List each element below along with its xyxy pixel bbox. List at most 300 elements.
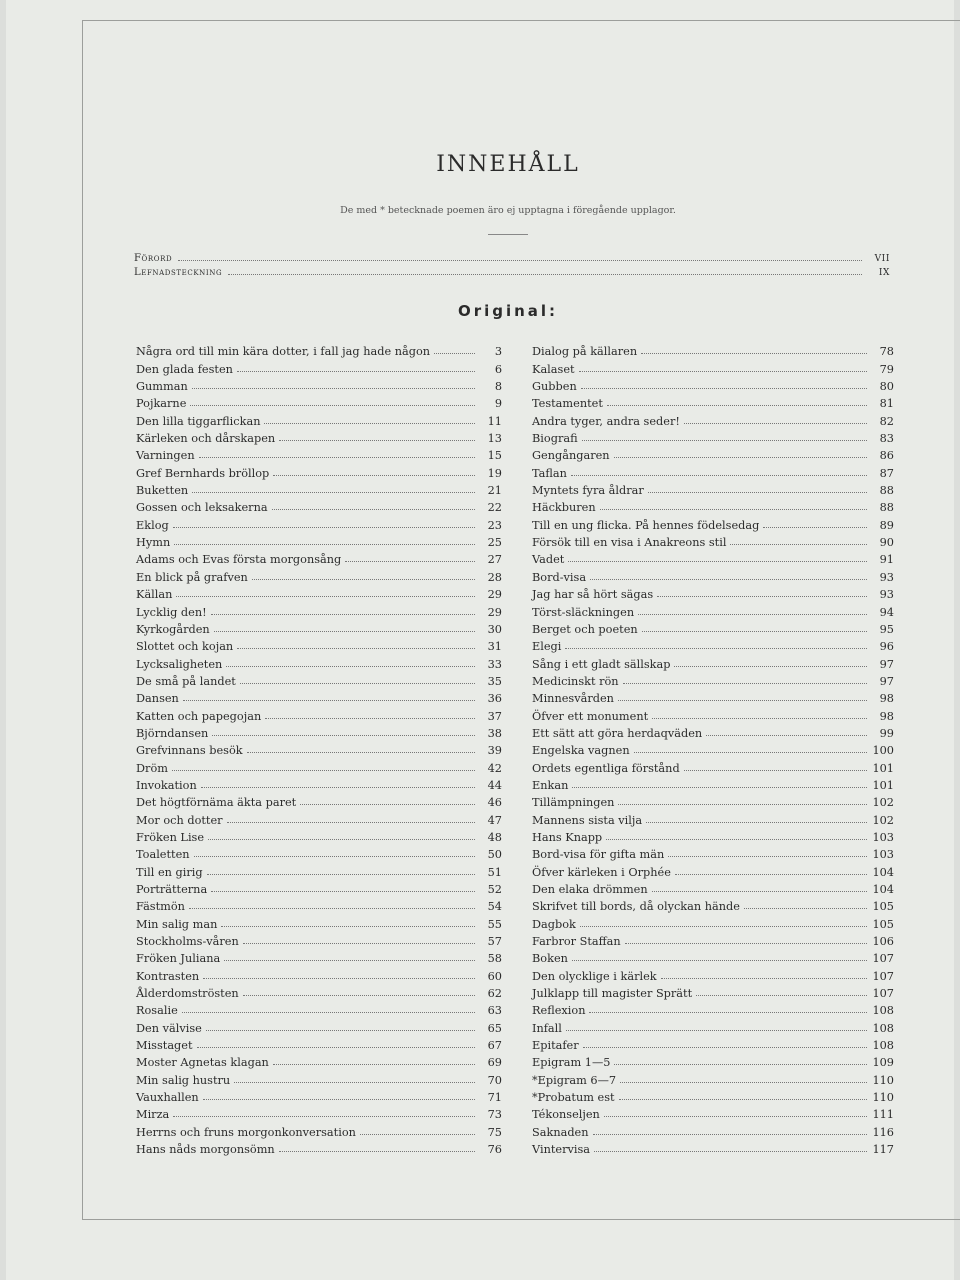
leader-dots [199, 457, 475, 458]
toc-entry [532, 948, 894, 965]
leader-dots [345, 561, 475, 562]
leader-dots [619, 1099, 867, 1100]
prelim-title: Lefnadsteckning [134, 267, 223, 278]
entry-page-number: 62 [487, 987, 502, 1001]
leader-dots [197, 1047, 475, 1048]
leader-dots [620, 1082, 867, 1083]
leader-dots [264, 423, 475, 424]
leader-dots [189, 908, 475, 909]
leader-dots [240, 683, 475, 684]
leader-dots [589, 1012, 867, 1013]
entry-page-number: 108 [872, 1004, 894, 1018]
leader-dots [579, 371, 867, 372]
entry-title: Mannens sista vilja [532, 813, 643, 827]
entry-title: Den välvise [136, 1021, 202, 1035]
entry-title: Min salig man [136, 917, 218, 931]
entry-page-number: 15 [487, 449, 502, 463]
entry-title: Kontrasten [136, 969, 200, 983]
entry-page-number: 27 [487, 553, 502, 567]
entry-page-number: 67 [487, 1039, 502, 1053]
entry-page-number: 88 [879, 484, 894, 498]
entry-page-number: 29 [487, 588, 502, 602]
entry-page-number: 98 [879, 709, 894, 723]
entry-page-number: 36 [487, 692, 502, 706]
leader-dots [234, 1082, 475, 1083]
toc-entry [532, 376, 894, 393]
leader-dots [730, 544, 867, 545]
entry-title: Försök till en visa i Anakreons stil [532, 536, 727, 550]
toc-entry [532, 879, 894, 896]
leader-dots [618, 700, 867, 701]
toc-entry [136, 462, 502, 479]
toc-entry [136, 653, 502, 670]
toc-entry [532, 549, 894, 566]
toc-entry [532, 480, 894, 497]
prelim-page: VII [874, 254, 890, 264]
toc-entry [136, 532, 502, 549]
leader-dots [192, 388, 475, 389]
entry-page-number: 76 [487, 1143, 502, 1157]
leader-dots [279, 1151, 475, 1152]
toc-entry [532, 619, 894, 636]
leader-dots [606, 839, 867, 840]
leader-dots [581, 388, 867, 389]
toc-entry [532, 341, 894, 358]
toc-entry [136, 913, 502, 930]
leader-dots [583, 1047, 867, 1048]
leader-dots [566, 1030, 867, 1031]
toc-entry [532, 1017, 894, 1034]
entry-page-number: 23 [487, 518, 502, 532]
entry-page-number: 82 [879, 414, 894, 428]
toc-entry [136, 497, 502, 514]
entry-title: Min salig hustru [136, 1073, 231, 1087]
leader-dots [206, 1030, 475, 1031]
leader-dots [360, 1134, 475, 1135]
entry-title: Julklapp till magister Sprätt [532, 987, 693, 1001]
entry-page-number: 117 [872, 1143, 894, 1157]
leader-dots [226, 666, 475, 667]
page-title: INNEHÅLL [436, 152, 580, 177]
leader-dots [594, 1151, 867, 1152]
entry-page-number: 99 [879, 726, 894, 740]
toc-entry [532, 445, 894, 462]
toc-entry [532, 1087, 894, 1104]
toc-entry [532, 861, 894, 878]
entry-page-number: 106 [872, 935, 894, 949]
leader-dots [668, 856, 867, 857]
entry-title: Fästmön [136, 900, 185, 914]
entry-title: Buketten [136, 484, 189, 498]
leader-dots [614, 457, 867, 458]
toc-left-column [136, 341, 502, 1156]
entry-title: Grefvinnans besök [136, 744, 243, 758]
entry-title: Törst-släckningen [532, 605, 635, 619]
leader-dots [273, 1064, 475, 1065]
toc-entry [136, 809, 502, 826]
entry-title: Infall [532, 1021, 562, 1035]
leader-dots [172, 770, 475, 771]
leader-dots [568, 561, 867, 562]
entry-title: Den lilla tiggarflickan [136, 414, 261, 428]
entry-title: Dansen [136, 692, 179, 706]
entry-page-number: 11 [487, 414, 502, 428]
entry-page-number: 105 [872, 900, 894, 914]
entry-title: Den olycklige i kärlek [532, 969, 657, 983]
toc-entry [136, 1035, 502, 1052]
leader-dots [706, 735, 867, 736]
toc-entry [532, 514, 894, 531]
toc-entry [136, 428, 502, 445]
entry-title: Sång i ett gladt sällskap [532, 657, 671, 671]
toc-entry [136, 965, 502, 982]
entry-page-number: 52 [487, 883, 502, 896]
leader-dots [565, 648, 867, 649]
entry-title: Gubben [532, 380, 577, 394]
entry-title: Eklog [136, 518, 169, 532]
entry-title: Mor och dotter [136, 813, 223, 827]
leader-dots [243, 995, 475, 996]
entry-page-number: 25 [487, 536, 502, 550]
leader-dots [221, 926, 475, 927]
toc-entry [532, 723, 894, 740]
entry-page-number: 80 [879, 380, 894, 394]
entry-title: Biografi [532, 432, 578, 446]
toc-entry [532, 931, 894, 948]
toc-entry [136, 879, 502, 896]
toc-entry [136, 445, 502, 462]
entry-page-number: 104 [872, 865, 894, 879]
entry-title: Bord-visa för gifta män [532, 848, 665, 862]
toc-entry [136, 358, 502, 375]
leader-dots [192, 492, 475, 493]
toc-entry [136, 723, 502, 740]
leader-dots [600, 509, 867, 510]
entry-page-number: 103 [872, 830, 894, 844]
entry-page-number: 91 [879, 553, 894, 567]
toc-entry [532, 532, 894, 549]
entry-page-number: 79 [879, 362, 894, 376]
toc-entry [532, 705, 894, 722]
leader-dots [684, 770, 867, 771]
toc-entry [136, 1017, 502, 1034]
entry-title: Elegi [532, 640, 562, 654]
entry-page-number: 29 [487, 605, 502, 619]
entry-title: Den elaka drömmen [532, 883, 648, 896]
entry-page-number: 8 [494, 380, 502, 394]
leader-dots [618, 804, 867, 805]
entry-title: Några ord till min kära dotter, i fall jag hade någon [136, 345, 431, 359]
entry-title: Dagbok [532, 917, 576, 931]
toc-right-column [532, 341, 894, 1156]
toc-entry [532, 428, 894, 445]
entry-title: Katten och papegojan [136, 709, 262, 723]
entry-page-number: 48 [487, 830, 502, 844]
entry-page-number: 104 [872, 883, 894, 896]
leader-dots [648, 492, 867, 493]
entry-title: Hymn [136, 536, 171, 550]
toc-entry [136, 775, 502, 792]
entry-title: Tékonseljen [532, 1108, 600, 1122]
leader-dots [265, 718, 475, 719]
leader-dots [434, 353, 475, 354]
entry-title: Fröken Juliana [136, 952, 221, 966]
leader-dots [625, 943, 867, 944]
toc-entry [136, 861, 502, 878]
toc-entry [136, 1087, 502, 1104]
leader-dots [642, 631, 867, 632]
leader-dots [174, 544, 475, 545]
entry-page-number: 33 [487, 657, 502, 671]
entry-page-number: 50 [487, 848, 502, 862]
entry-page-number: 86 [879, 449, 894, 463]
section-heading: Original: [457, 302, 559, 320]
toc-entry [136, 376, 502, 393]
entry-title: De små på landet [136, 674, 236, 688]
entry-title: Källan [136, 588, 173, 602]
toc-entry [136, 480, 502, 497]
entry-title: Skrifvet till bords, då olyckan hände [532, 900, 740, 914]
toc-entry [136, 410, 502, 427]
entry-title: Lycksaligheten [136, 657, 223, 671]
toc-entry [532, 1139, 894, 1156]
entry-title: Enkan [532, 778, 569, 792]
leader-dots [593, 1134, 867, 1135]
toc-entry [136, 671, 502, 688]
entry-page-number: 47 [487, 813, 502, 827]
toc-entry [136, 393, 502, 410]
toc-entry [136, 792, 502, 809]
toc-entry [532, 1035, 894, 1052]
entry-page-number: 107 [872, 969, 894, 983]
entry-title: Medicinskt rön [532, 674, 619, 688]
entry-page-number: 51 [487, 865, 502, 879]
leader-dots [224, 960, 475, 961]
entry-page-number: 73 [487, 1108, 502, 1122]
entry-page-number: 39 [487, 744, 502, 758]
leader-dots [580, 926, 867, 927]
entry-title: Lycklig den! [136, 605, 207, 619]
leader-dots [646, 822, 867, 823]
entry-title: Misstaget [136, 1039, 193, 1053]
entry-page-number: 95 [879, 622, 894, 636]
leader-dots [243, 943, 475, 944]
toc-entry [136, 566, 502, 583]
entry-title: Stockholms-våren [136, 935, 239, 949]
toc-entry [532, 844, 894, 861]
leader-dots [273, 475, 475, 476]
toc-entry [136, 1139, 502, 1156]
toc-entry [532, 601, 894, 618]
toc-entry [136, 948, 502, 965]
entry-page-number: 19 [487, 466, 502, 480]
leader-dots [582, 440, 867, 441]
entry-title: Vauxhallen [136, 1091, 199, 1105]
toc-entry [532, 896, 894, 913]
entry-title: Bord-visa [532, 570, 587, 584]
entry-title: Berget och poeten [532, 622, 638, 636]
entry-page-number: 21 [487, 484, 502, 498]
leader-dots [638, 614, 867, 615]
leader-dots [675, 874, 867, 875]
leader-dots [652, 718, 867, 719]
entry-title: Herrns och fruns morgonkonversation [136, 1125, 356, 1139]
leader-dots [211, 614, 475, 615]
entry-title: Myntets fyra åldrar [532, 484, 644, 498]
entry-page-number: 60 [487, 969, 502, 983]
entry-title: Till en girig [136, 865, 203, 879]
toc-entry [136, 740, 502, 757]
leader-dots [237, 648, 475, 649]
entry-title: Kyrkogården [136, 622, 210, 636]
toc-entry [136, 619, 502, 636]
entry-page-number: 37 [487, 709, 502, 723]
entry-page-number: 94 [879, 605, 894, 619]
entry-page-number: 102 [872, 813, 894, 827]
leader-dots [696, 995, 867, 996]
entry-page-number: 71 [487, 1091, 502, 1105]
entry-title: Pojkarne [136, 397, 187, 411]
entry-title: Gossen och leksakerna [136, 501, 268, 515]
toc-entry [136, 688, 502, 705]
leader-dots [237, 371, 475, 372]
entry-page-number: 30 [487, 622, 502, 636]
entry-title: *Epigram 6—7 [532, 1073, 617, 1087]
entry-page-number: 103 [872, 848, 894, 862]
leader-dots [614, 1064, 867, 1065]
entry-page-number: 42 [487, 761, 502, 775]
entry-title: Kärleken och dårskapen [136, 432, 276, 446]
entry-page-number: 88 [879, 501, 894, 515]
toc-entry [532, 740, 894, 757]
entry-page-number: 109 [872, 1056, 894, 1070]
toc-entry [136, 1000, 502, 1017]
entry-title: Boken [532, 952, 568, 966]
toc-entry [136, 1069, 502, 1086]
entry-page-number: 38 [487, 726, 502, 740]
leader-dots [657, 596, 867, 597]
entry-page-number: 96 [879, 640, 894, 654]
leader-dots [212, 735, 475, 736]
entry-title: Fröken Lise [136, 830, 205, 844]
toc-entry [136, 757, 502, 774]
entry-title: Hans Knapp [532, 830, 603, 844]
page-subtitle: De med * betecknade poemen äro ej upptagna i föregående upplagor. [340, 205, 676, 216]
entry-title: Porträtterna [136, 883, 208, 896]
entry-title: Den glada festen [136, 362, 233, 376]
entry-title: Gengångaren [532, 449, 610, 463]
entry-page-number: 6 [494, 362, 502, 376]
leader-dots [604, 1116, 867, 1117]
toc-entry [532, 653, 894, 670]
toc-entry [136, 827, 502, 844]
toc-entry [532, 688, 894, 705]
leader-dots [208, 839, 475, 840]
toc-entry [136, 1121, 502, 1138]
entry-page-number: 87 [879, 466, 894, 480]
toc-entry [136, 705, 502, 722]
leader-dots [247, 752, 475, 753]
prelim-entry [134, 264, 890, 278]
entry-page-number: 107 [872, 952, 894, 966]
entry-page-number: 9 [494, 397, 502, 411]
entry-title: Kalaset [532, 362, 575, 376]
entry-page-number: 44 [487, 778, 502, 792]
toc-entry [532, 757, 894, 774]
toc-entry [532, 1121, 894, 1138]
entry-page-number: 93 [879, 570, 894, 584]
entry-title: Vintervisa [532, 1143, 591, 1157]
toc-entry [532, 1000, 894, 1017]
leader-dots [674, 666, 867, 667]
divider [488, 234, 528, 235]
entry-title: Engelska vagnen [532, 744, 630, 758]
toc-entry [532, 775, 894, 792]
leader-dots [183, 700, 475, 701]
entry-page-number: 28 [487, 570, 502, 584]
entry-title: Öfver ett monument [532, 709, 649, 723]
entry-title: Vadet [532, 553, 565, 567]
entry-title: Adams och Evas första morgonsång [136, 553, 342, 567]
leader-dots [634, 752, 867, 753]
entry-page-number: 13 [487, 432, 502, 446]
entry-page-number: 111 [872, 1108, 894, 1122]
entry-title: Reflexion [532, 1004, 586, 1018]
entry-page-number: 57 [487, 935, 502, 949]
entry-title: Epigram 1—5 [532, 1056, 611, 1070]
leader-dots [207, 874, 475, 875]
toc-entry [532, 1069, 894, 1086]
leader-dots [203, 1099, 475, 1100]
leader-dots [684, 423, 867, 424]
toc-entry [136, 514, 502, 531]
leader-dots [173, 1116, 475, 1117]
entry-page-number: 81 [879, 397, 894, 411]
entry-page-number: 116 [872, 1125, 894, 1139]
leader-dots [182, 1012, 475, 1013]
entry-page-number: 46 [487, 796, 502, 810]
toc-entry [532, 393, 894, 410]
leader-dots [252, 579, 475, 580]
leader-dots [572, 960, 867, 961]
leader-dots [661, 978, 867, 979]
toc-entry [532, 410, 894, 427]
toc-entry [532, 671, 894, 688]
leader-dots [190, 405, 475, 406]
toc-entry [532, 497, 894, 514]
leader-dots [652, 891, 867, 892]
toc-entry [532, 983, 894, 1000]
entry-title: Gumman [136, 380, 188, 394]
entry-page-number: 83 [879, 432, 894, 446]
leader-dots [173, 527, 475, 528]
leader-dots [623, 683, 867, 684]
toc-entry [136, 844, 502, 861]
entry-title: Andra tyger, andra seder! [532, 414, 680, 428]
toc-entry [532, 913, 894, 930]
leader-dots [228, 274, 862, 275]
entry-title: Taflan [532, 466, 567, 480]
toc-entry [532, 636, 894, 653]
toc-entry [532, 809, 894, 826]
leader-dots [272, 509, 475, 510]
entry-page-number: 108 [872, 1021, 894, 1035]
toc-entry [136, 931, 502, 948]
entry-title: Häckburen [532, 501, 596, 515]
toc-entry [136, 896, 502, 913]
leader-dots [178, 260, 862, 261]
entry-page-number: 65 [487, 1021, 502, 1035]
